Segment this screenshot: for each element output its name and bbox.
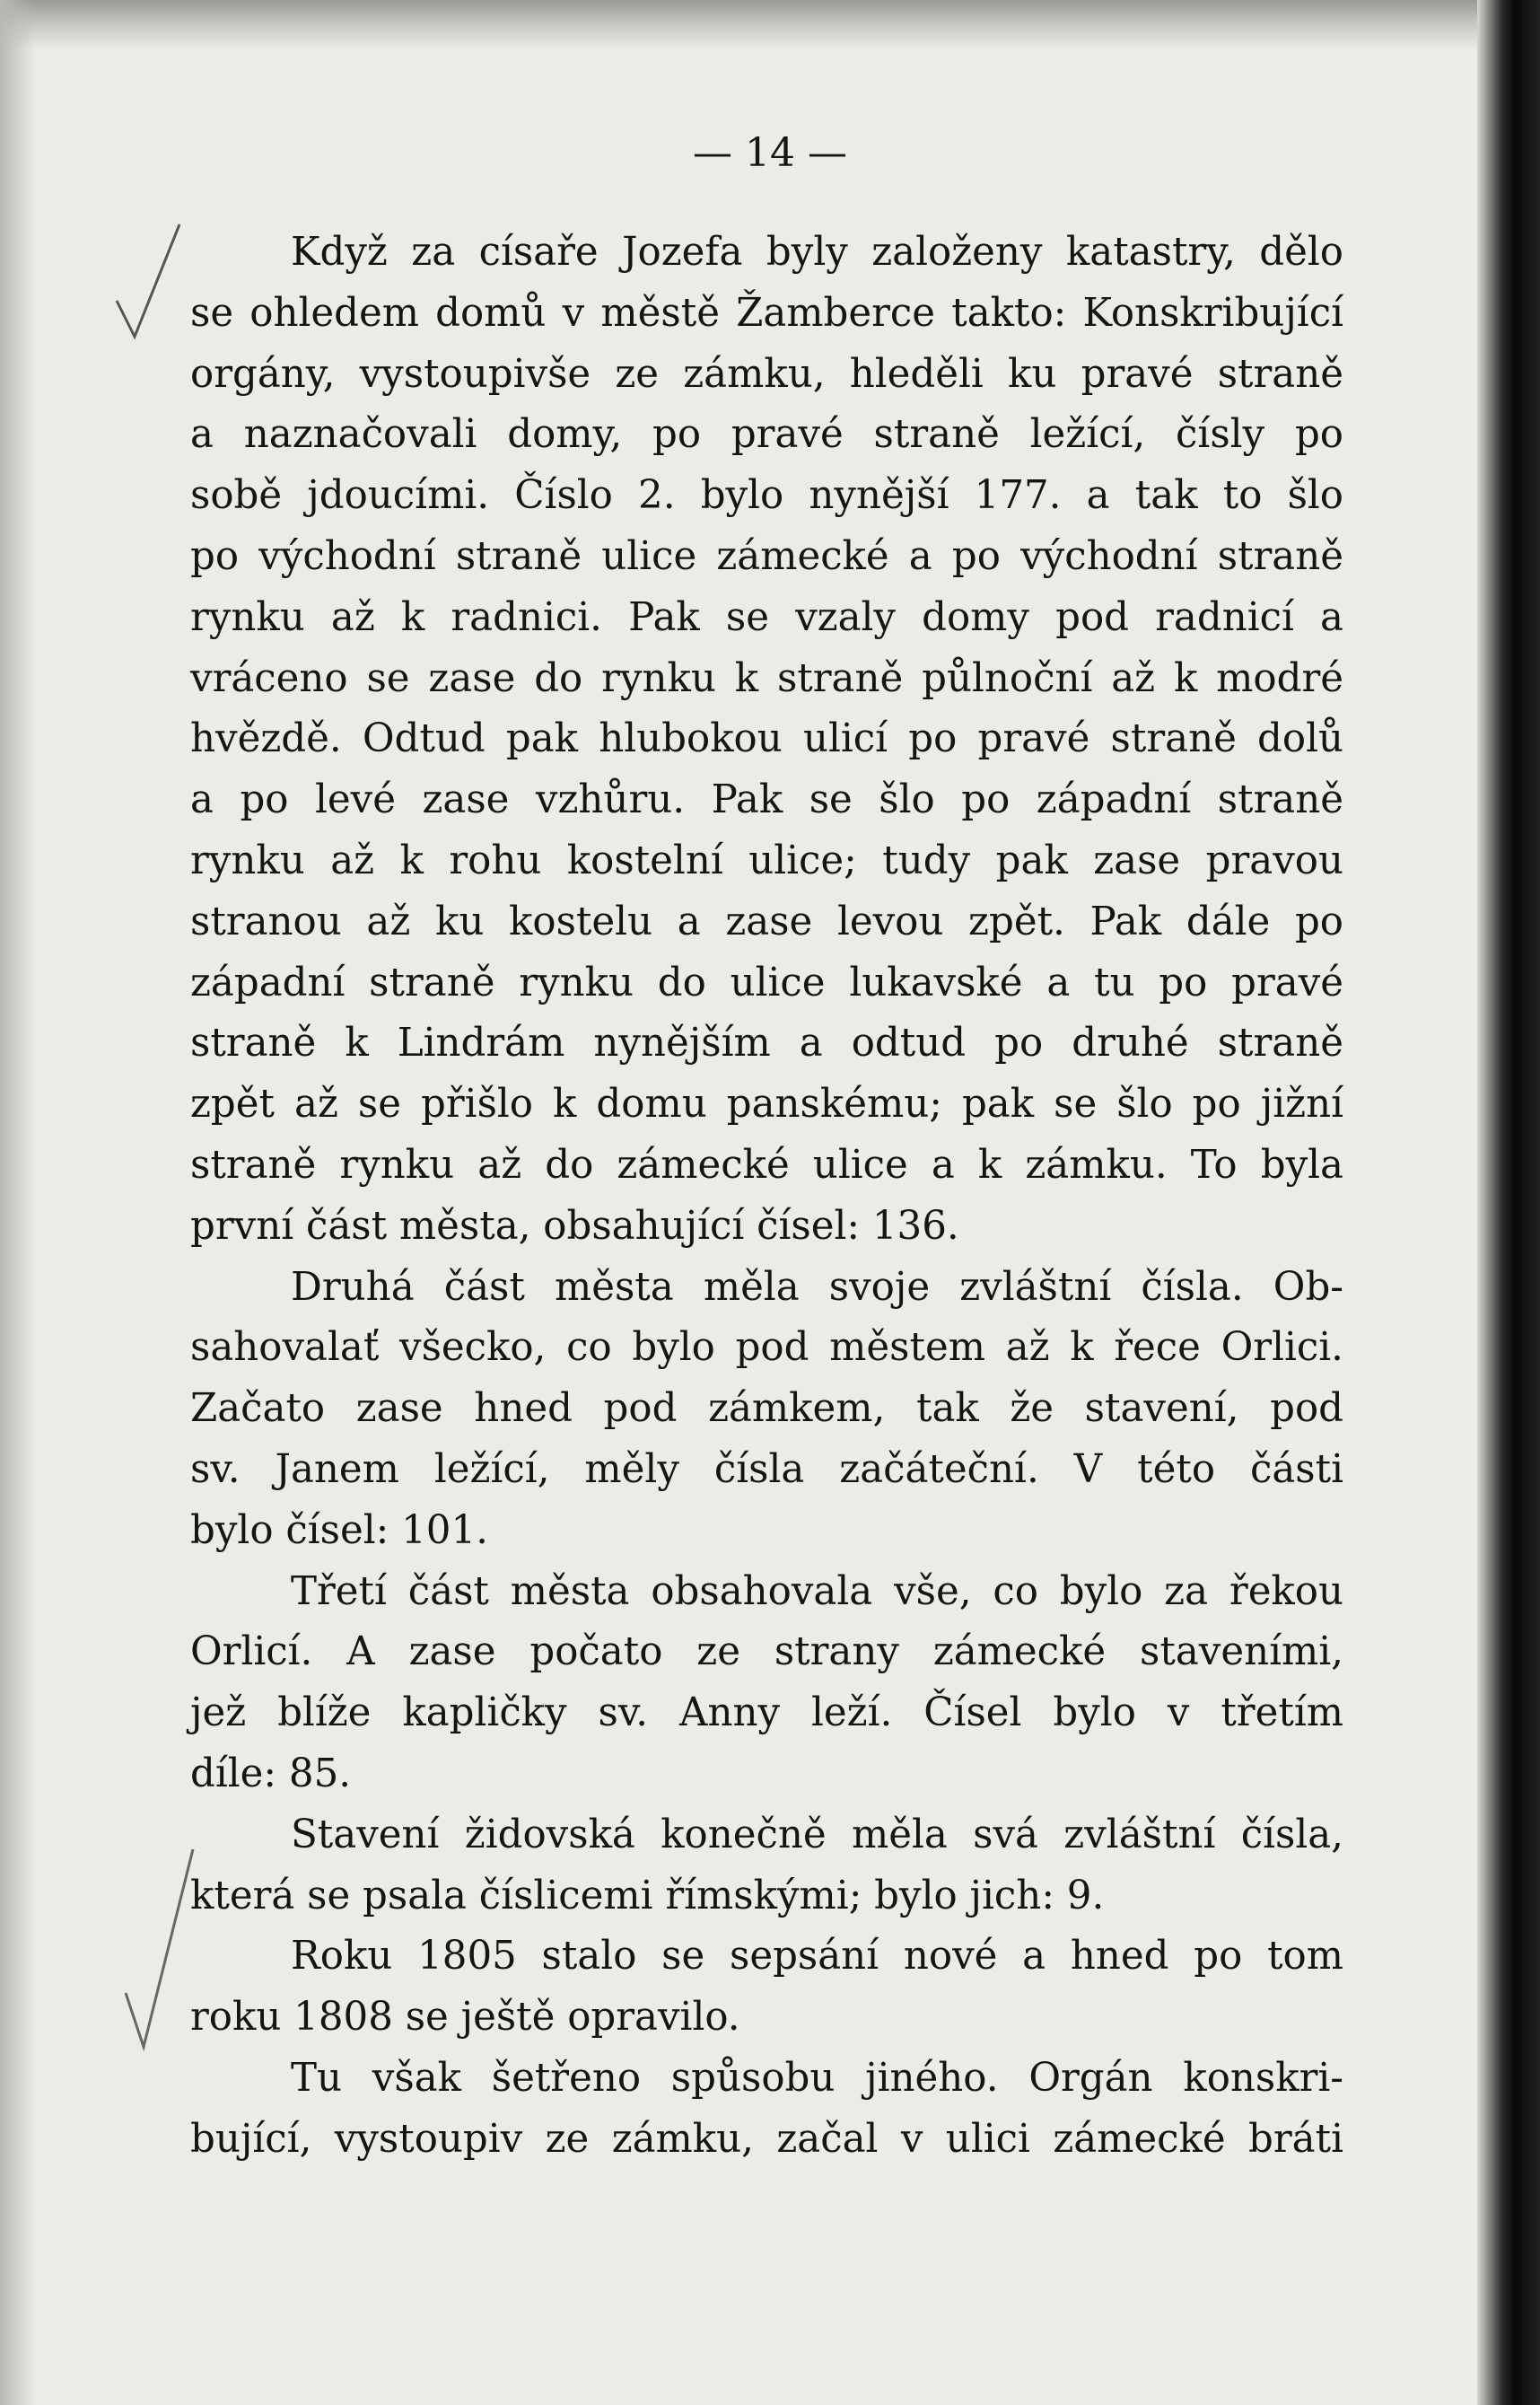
text-line: sahovalať všecko, co bylo pod městem až k řece Orlici. [190, 1325, 1343, 1371]
text-line: Třetí část města obsahovala vše, co bylo za řekou [291, 1568, 1343, 1614]
text-line: roku 1808 se ještě opravilo. [190, 1995, 740, 2041]
page-top-shadow [0, 0, 1540, 49]
text-line: Stavení židovská konečně měla svá zvláštní čísla, [291, 1812, 1343, 1857]
text-line: po východní straně ulice zámecké a po východní straně [190, 533, 1343, 579]
text-line: stranou až ku kostelu a zase levou zpět. Pak dále po [190, 899, 1343, 944]
text-line: a po levé zase vzhůru. Pak se šlo po západní straně [190, 777, 1343, 823]
text-line: vráceno se zase do rynku k straně půlnoční až k modré [190, 655, 1343, 701]
text-line: sobě jdoucími. Číslo 2. bylo nynější 177. a tak to šlo [190, 473, 1343, 519]
text-line: bylo čísel: 101. [190, 1507, 488, 1553]
text-line: rynku až k radnici. Pak se vzaly domy pod radnicí a [190, 594, 1343, 640]
text-line: která se psala číslicemi římskými; bylo jich: 9. [190, 1873, 1105, 1918]
text-line: Druhá část města měla svoje zvláštní čísla. Ob- [291, 1264, 1343, 1310]
text-line: straně rynku až do zámecké ulice a k zámku. To byla [190, 1142, 1343, 1188]
page-left-shadow [0, 0, 36, 2405]
text-line: bující, vystoupiv ze zámku, začal v ulici zámecké bráti [190, 2116, 1343, 2162]
text-line: první část města, obsahující čísel: 136. [190, 1203, 959, 1249]
text-line: díle: 85. [190, 1751, 352, 1796]
text-line: rynku až k rohu kostelní ulice; tudy pak zase pravou [190, 838, 1343, 883]
text-line: straně k Lindrám nynějším a odtud po druhé straně [190, 1021, 1343, 1066]
text-line: Tu však šetřeno spůsobu jiného. Orgán konskri- [291, 2055, 1343, 2101]
text-line: jež blíže kapličky sv. Anny leží. Čísel bylo v třetím [190, 1690, 1343, 1736]
text-line: Roku 1805 stalo se sepsání nové a hned po tom [291, 1934, 1343, 1979]
binding-edge [1477, 0, 1540, 2405]
text-line: a naznačovali domy, po pravé straně ležící, čísly po [190, 412, 1343, 458]
text-line: sv. Janem ležící, měly čísla začáteční. V této části [190, 1446, 1343, 1492]
text-line: Začato zase hned pod zámkem, tak že stavení, pod [190, 1386, 1343, 1432]
text-line: orgány, vystoupivše ze zámku, hleděli ku pravé straně [190, 351, 1343, 397]
pencil-check-mark-top [108, 215, 188, 359]
text-line: západní straně rynku do ulice lukavské a tu po pravé [190, 960, 1343, 1005]
text-line: se ohledem domů v městě Žamberce takto: Konskribující [190, 290, 1343, 336]
text-line: zpět až se přišlo k domu panskému; pak se šlo po jižní [190, 1082, 1343, 1128]
text-line: hvězdě. Odtud pak hlubokou ulicí po pravé straně dolů [190, 716, 1343, 762]
body-text [190, 223, 1343, 2171]
page-number: — 14 — [693, 130, 847, 176]
text-line: Když za císaře Jozefa byly založeny katastry, dělo [291, 230, 1343, 275]
text-line: Orlicí. A zase počato ze strany zámecké staveními, [190, 1629, 1343, 1675]
